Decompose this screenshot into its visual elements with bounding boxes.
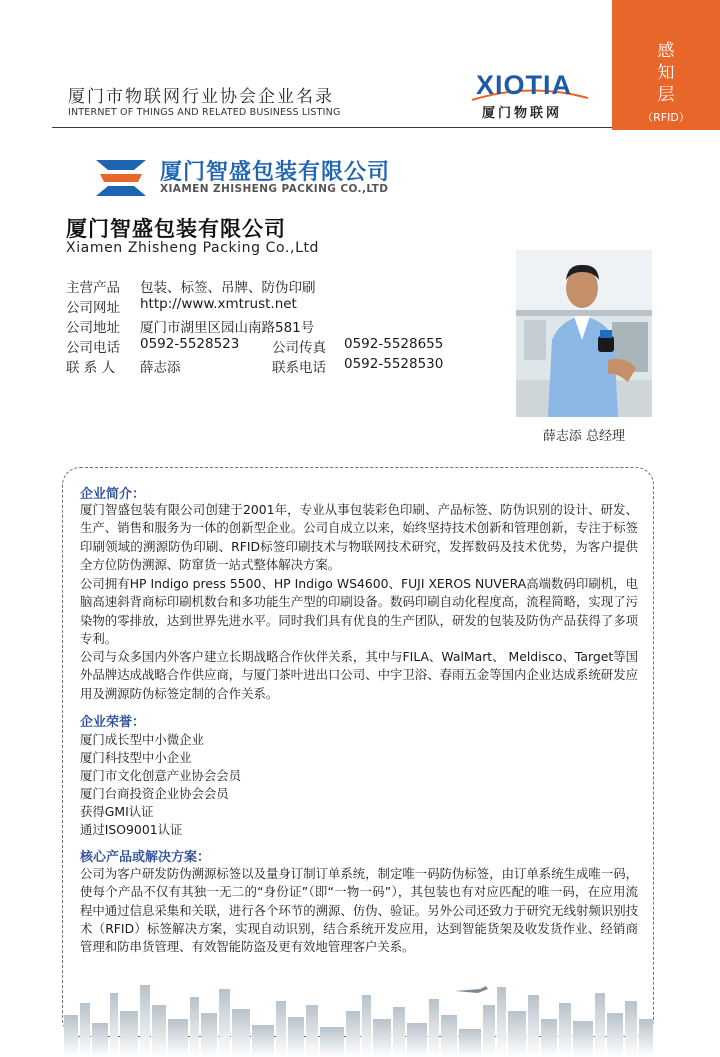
company-logo [94, 152, 414, 202]
fax-label: 公司传真 [272, 340, 326, 356]
airplane-icon [455, 986, 488, 993]
fax-value: 0592-5528655 [344, 336, 444, 352]
company-name-en: Xiamen Zhisheng Packing Co.,Ltd [66, 240, 320, 256]
honor-item: 通过ISO9001认证 [80, 822, 183, 837]
tab-char-2: 知 [657, 63, 675, 83]
contact-phone-label: 联系电话 [272, 360, 326, 376]
contact-label: 联 系 人 [66, 360, 116, 376]
website-label: 公司网址 [66, 300, 120, 316]
address-label: 公司地址 [66, 320, 120, 336]
xiotia-logo [470, 70, 600, 120]
phone-value: 0592-5528523 [140, 336, 240, 352]
intro-title: 企业简介： [80, 487, 146, 502]
tab-char-1: 感 [657, 41, 675, 61]
website-link[interactable]: http://www.xmtrust.net [140, 296, 297, 312]
company-logo-mark-icon [94, 156, 148, 200]
products-value: 包装、标签、吊牌、防伪印刷 [140, 280, 316, 296]
contact-value: 薛志添 [140, 360, 181, 376]
honors-list [80, 731, 241, 839]
products-label: 主营产品 [66, 280, 120, 296]
address-value: 厦门市湖里区园山南路581号 [140, 320, 315, 336]
phone-label: 公司电话 [66, 340, 120, 356]
header-title-en: INTERNET OF THINGS AND RELATED BUSINESS LISTING [68, 107, 341, 118]
honor-item: 厦门科技型中小企业 [80, 750, 192, 765]
intro-paragraph-1: 厦门智盛包装有限公司创建于2001年，专业从事包装彩色印刷、产品标签、防伪识别的设计、研发、生产、销售和服务为一体的创新型企业。公司自成立以来，始终坚持技术创新和管理创新，专注于标签印刷领域的溯源防伪印刷、RFID标签印刷技术与物联网技术研究，发挥数码及技术优势，为客户提供全方位防伪溯源、防窜货一站式整体解决方案。 [80, 502, 638, 572]
contact-phone-value: 0592-5528530 [344, 356, 444, 372]
company-logo-cn: 厦门智盛包装有限公司 [160, 160, 391, 185]
company-logo-en: XIAMEN ZHISHENG PACKING CO.,LTD [160, 183, 389, 195]
honors-title: 企业荣誉： [80, 715, 146, 730]
honor-item: 厦门台商投资企业协会会员 [80, 786, 229, 801]
manager-photo-illustration [516, 250, 652, 417]
tab-rfid: （RFID） [642, 111, 690, 124]
intro-paragraph-3: 公司与众多国内外客户建立长期战略合作伙伴关系，其中与FILA、WalMart、 Meldisco、Target等国外品牌达成战略合作供应商，与厦门茶叶进出口公司、中宇卫浴、春雨五金等国内企业达成系统研发应用及溯源防伪标签定制的合作关系。 [80, 649, 638, 701]
logo-sub: 厦门物联网 [482, 106, 563, 121]
honor-item: 厦门市文化创意产业协会会员 [80, 768, 242, 783]
tab-char-3: 层 [657, 85, 675, 105]
header-divider [52, 127, 612, 128]
logo-word: XIOTIA [476, 70, 573, 100]
honor-item: 厦门成长型中小微企业 [80, 732, 204, 747]
honor-item: 获得GMI认证 [80, 804, 154, 819]
products-paragraph: 公司为客户研发防伪溯源标签以及量身订制订单系统，制定唯一码防伪标签，由订单系统生成唯一码，使每个产品不仅有其独一无二的“身份证”（即“一物一码”），其包装也有对应匹配的唯一码，在应用流程中通过信息采集和关联，进行各个环节的溯源、仿伪、验证。另外公司还致力于研究无线射频识别技术（RFID）标签解决方案，实现自动识别，结合系统开发应用，达到智能货架及收发货作业、经销商管理和防串货管理、有效智能防盗及更有效地管理客户关系。 [80, 866, 638, 955]
header-title-cn: 厦门市物联网行业协会企业名录 [68, 87, 334, 107]
intro-paragraph-2: 公司拥有HP Indigo press 5500、HP Indigo WS4600、FUJI XEROS NUVERA高端数码印刷机，电脑高速斜背商标印刷机数台和多功能生产型的印刷设备。数码印刷自动化程度高，流程简略，实现了污染物的零排放，达到世界先进水平。同时我们具有优良的生产团队，研发的包装及防伪产品获得了多项专利。 [80, 576, 638, 646]
manager-photo [516, 250, 652, 417]
photo-caption: 薛志添 总经理 [542, 429, 626, 444]
company-name-cn: 厦门智盛包装有限公司 [66, 217, 286, 241]
products-title: 核心产品或解决方案： [80, 850, 211, 865]
city-skyline-illustration [60, 975, 656, 1057]
category-tab [612, 0, 720, 130]
